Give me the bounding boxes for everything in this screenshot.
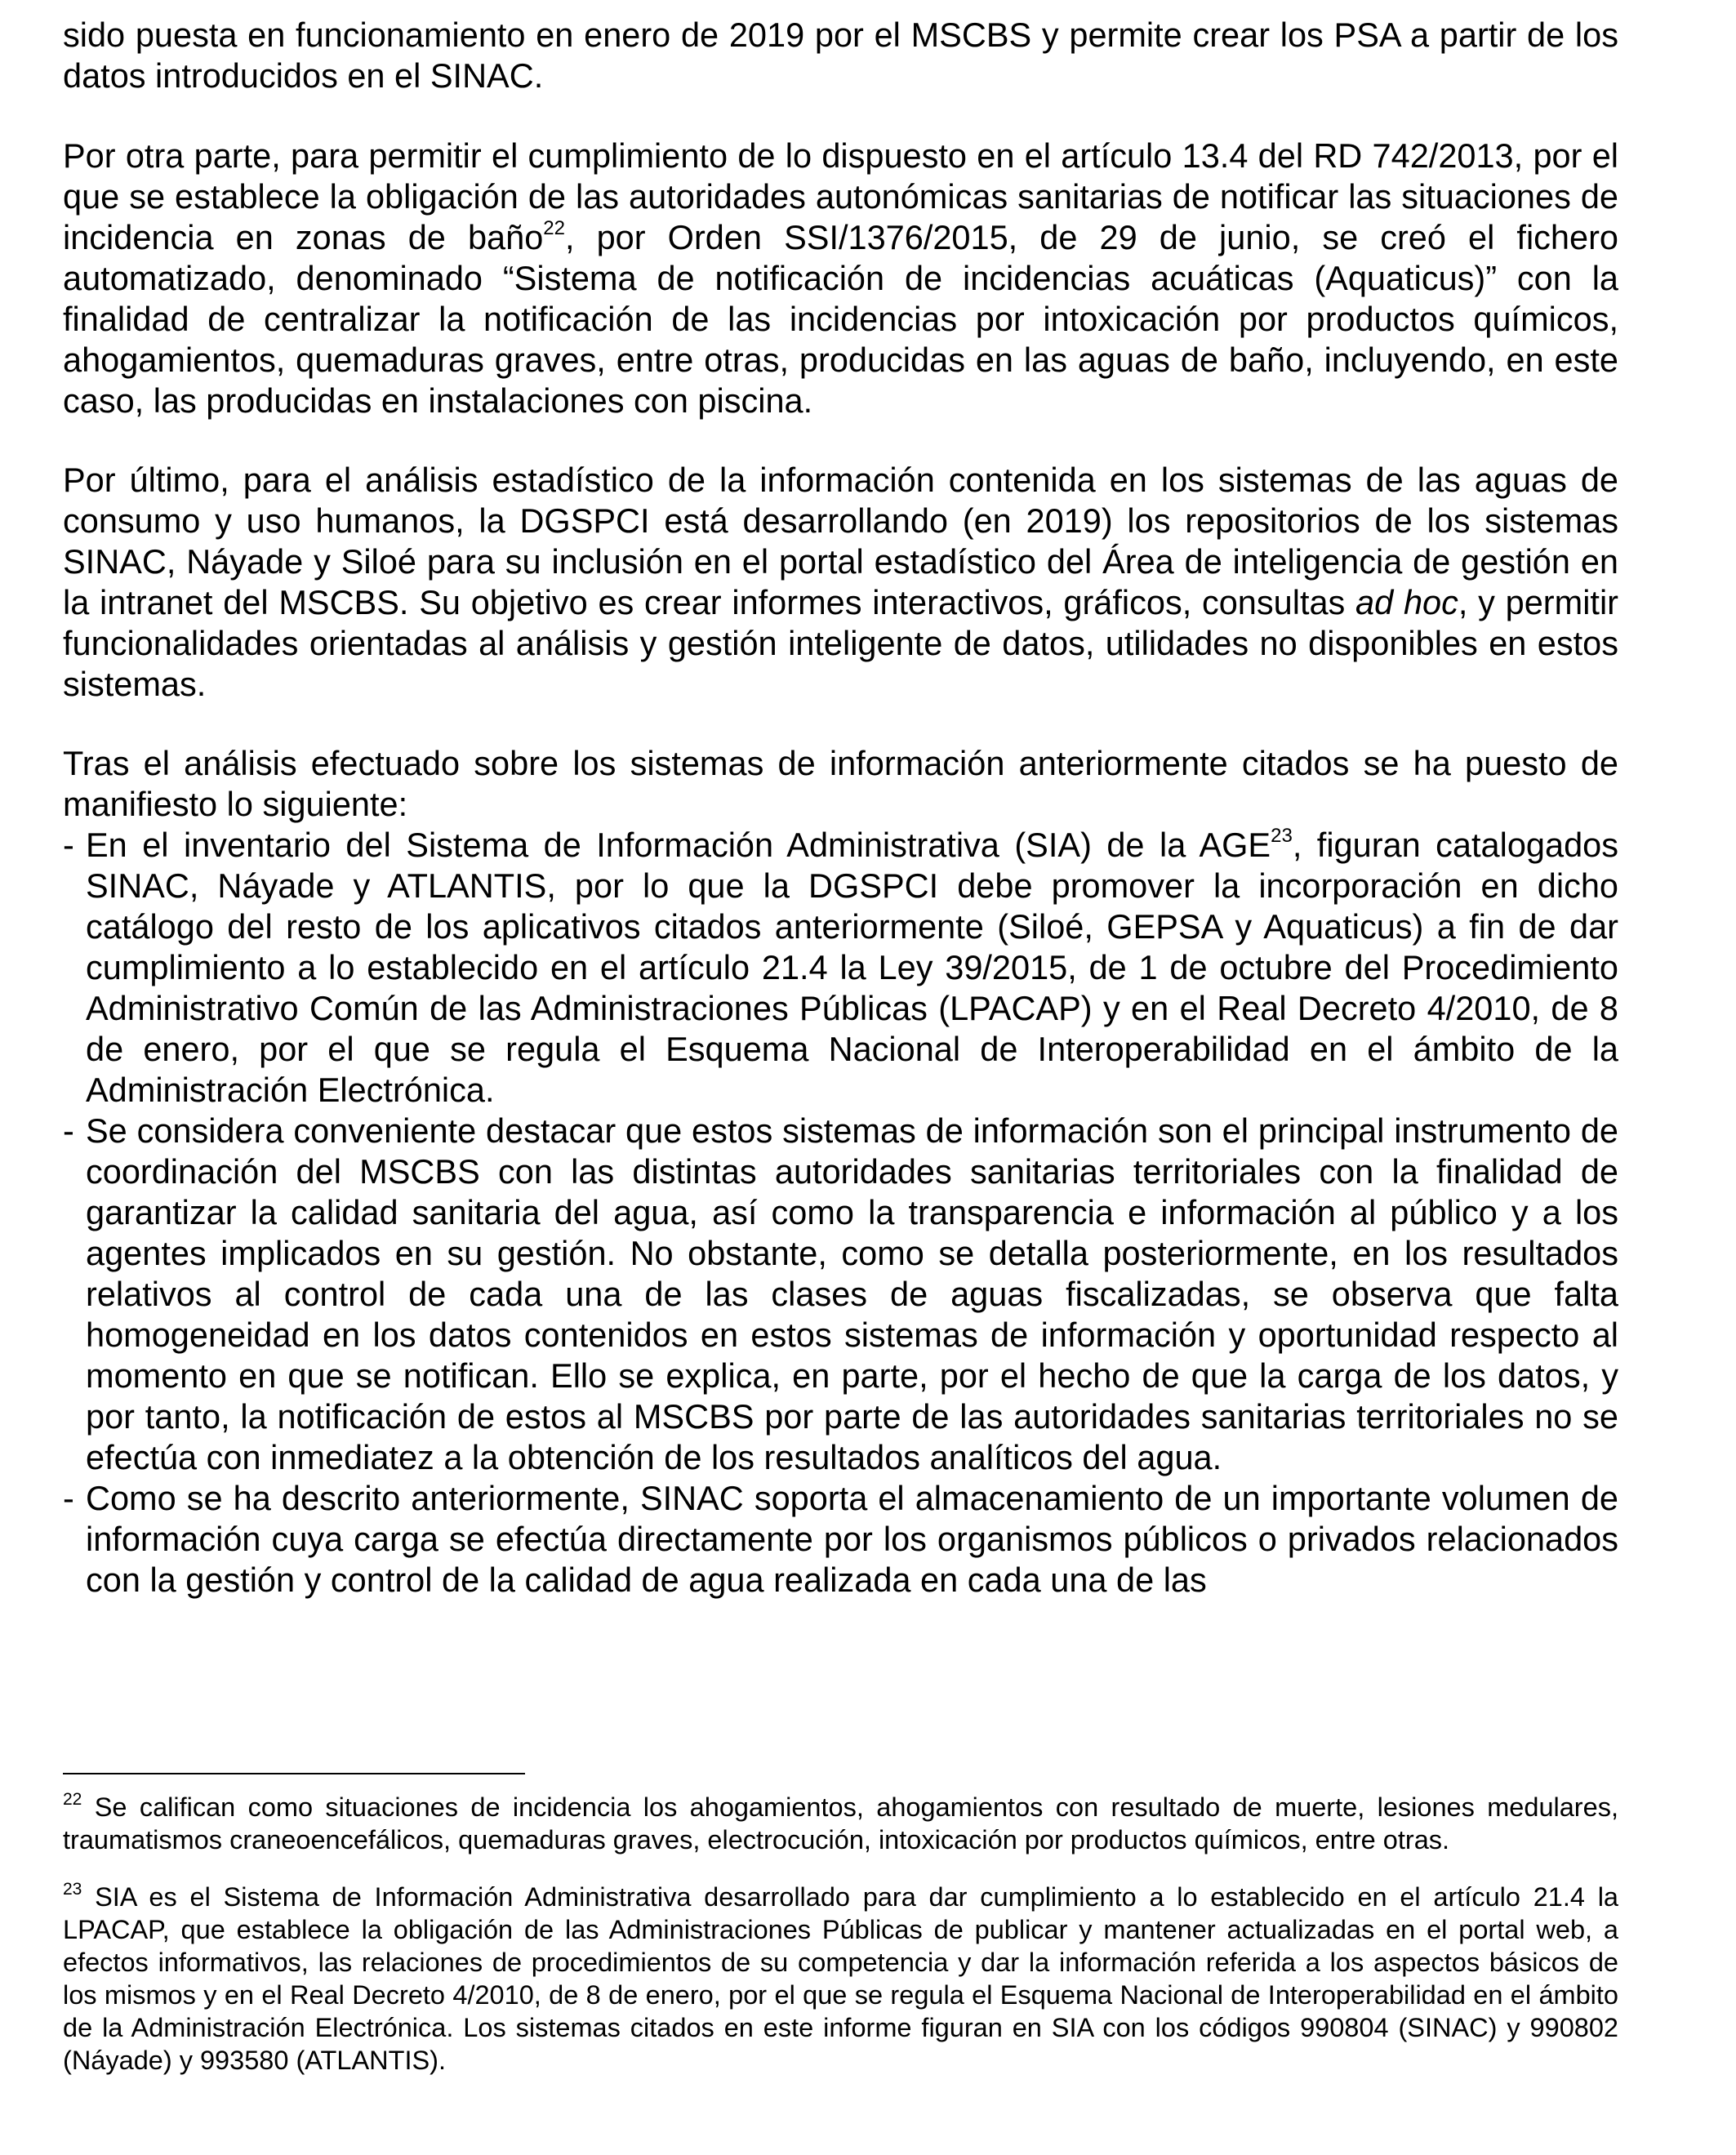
paragraph-aquaticus-text-b: , por Orden SSI/1376/2015, de 29 de junio, se creó el fichero automatizado, denominado “Sistema de notificación de incidencias acuáticas (Aquaticus)” con la finalidad de centralizar la notificación de las incidencias por intoxicación por productos químicos, ahogamientos, quemaduras graves, entre otras, producidas en las aguas de baño, incluyendo, en este caso, las producidas en instalaciones con piscina. <box>63 218 1618 420</box>
bullet-item-coordination <box>63 1111 1618 1478</box>
bullet-item-sinac-text: Como se ha descrito anteriormente, SINAC soporta el almacenamiento de un importante volumen de información cuya carga se efectúa directamente por los organismos públicos o privados relacionados con la gestión y control de la calidad de agua realizada en cada una de las <box>86 1479 1618 1599</box>
bullet-item-sinac <box>63 1478 1618 1601</box>
paragraph-psa <box>63 15 1618 96</box>
footnote-ref-22[interactable]: 22 <box>543 217 565 240</box>
paragraph-statistics-text-a: Por último, para el análisis estadístico de la información contenida en los sistemas de las aguas de consumo y uso humanos, la DGSPCI está desarrollando (en 2019) los repositorios de los sistemas SINAC, Náyade y Siloé para su inclusión en el portal estadístico del Área de inteligencia de gestión en la intranet del MSCBS. Su objetivo es crear informes interactivos, gráficos, consultas <box>63 461 1618 621</box>
paragraph-analysis-intro-text: Tras el análisis efectuado sobre los sistemas de información anteriormente citados se ha puesto de manifiesto lo siguiente: <box>63 744 1618 823</box>
paragraph-aquaticus <box>63 136 1618 421</box>
bullet-item-sia-text-b: , figuran catalogados SINAC, Náyade y ATLANTIS, por lo que la DGSPCI debe promover la incorporación en dicho catálogo del resto de los aplicativos citados anteriormente (Siloé, GEPSA y Aquaticus) a fin de dar cumplimiento a lo establecido en el artículo 21.4 la Ley 39/2015, de 1 de octubre del Procedimiento Administrativo Común de las Administraciones Públicas (LPACAP) y en el Real Decreto 4/2010, de 8 de enero, por el que se regula el Esquema Nacional de Interoperabilidad en el ámbito de la Administración Electrónica. <box>86 826 1618 1109</box>
footnote-23 <box>63 1881 1618 2077</box>
footnote-22 <box>63 1791 1618 1856</box>
footnote-22-text: Se califican como situaciones de incidencia los ahogamientos, ahogamientos con resultado de muerte, lesiones medulares, traumatismos craneoencefálicos, quemaduras graves, electrocución, intoxicación por productos químicos, entre otras. <box>63 1792 1618 1854</box>
footnote-separator <box>63 1773 525 1774</box>
footnote-number-22: 22 <box>63 1790 82 1810</box>
paragraph-psa-text: sido puesta en funcionamiento en enero de 2019 por el MSCBS y permite crear los PSA a partir de los datos introducidos en el SINAC. <box>63 16 1618 95</box>
paragraph-statistics-italic: ad hoc <box>1355 583 1458 621</box>
footnote-number-23: 23 <box>63 1880 82 1899</box>
paragraph-statistics <box>63 460 1618 705</box>
bullet-item-sia-text-a: En el inventario del Sistema de Información Administrativa (SIA) de la AGE <box>86 826 1271 864</box>
footnote-ref-23[interactable]: 23 <box>1271 825 1293 848</box>
paragraph-analysis-intro <box>63 743 1618 825</box>
footnotes <box>63 1791 1618 2077</box>
paragraph-statistics-text-b: , y permitir funcionalidades orientadas al análisis y gestión inteligente de datos, utilidades no disponibles en estos sistemas. <box>63 583 1618 703</box>
bullet-dash: - <box>63 1479 74 1517</box>
footnote-23-text: SIA es el Sistema de Información Administrativa desarrollado para dar cumplimiento a lo establecido en el artículo 21.4 la LPACAP, que establece la obligación de las Administraciones Públicas de publicar y mantener actualizadas en el portal web, a efectos informativos, las relaciones de procedimientos de su competencia y dar la información referida a los aspectos básicos de los mismos y en el Real Decreto 4/2010, de 8 de enero, por el que se regula el Esquema Nacional de Interoperabilidad en el ámbito de la Administración Electrónica. Los sistemas citados en este informe figuran en SIA con los códigos 990804 (SINAC) y 990802 (Náyade) y 993580 (ATLANTIS). <box>63 1882 1618 2075</box>
bullet-dash: - <box>63 826 74 864</box>
paragraph-aquaticus-text-a: Por otra parte, para permitir el cumplimiento de lo dispuesto en el artículo 13.4 del RD 742/2013, por el que se establece la obligación de las autoridades autonómicas sanitarias de notificar las situaciones de incidencia en zonas de baño <box>63 136 1618 256</box>
bullet-dash: - <box>63 1111 74 1150</box>
document-body <box>63 15 1618 1601</box>
bullet-item-sia <box>63 825 1618 1111</box>
bullet-item-coordination-text: Se considera conveniente destacar que estos sistemas de información son el principal instrumento de coordinación del MSCBS con las distintas autoridades sanitarias territoriales con la finalidad de garantizar la calidad sanitaria del agua, así como la transparencia e información al público y a los agentes implicados en su gestión. No obstante, como se detalla posteriormente, en los resultados relativos al control de cada una de las clases de aguas fiscalizadas, se observa que falta homogeneidad en los datos contenidos en estos sistemas de información y oportunidad respecto al momento en que se notifican. Ello se explica, en parte, por el hecho de que la carga de los datos, y por tanto, la notificación de estos al MSCBS por parte de las autoridades sanitarias territoriales no se efectúa con inmediatez a la obtención de los resultados analíticos del agua. <box>86 1111 1618 1476</box>
